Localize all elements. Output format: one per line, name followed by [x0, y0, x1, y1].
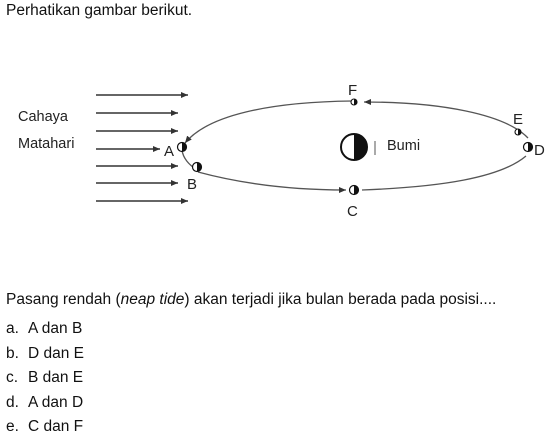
option-letter: c. — [6, 369, 19, 386]
earth-label: Bumi — [387, 138, 421, 154]
answer-option-d[interactable] — [6, 391, 84, 416]
option-text: A dan B — [28, 320, 83, 337]
option-text: A dan D — [28, 393, 84, 411]
moon-position-e-icon — [515, 129, 521, 135]
moon-label-a: A — [164, 143, 175, 160]
earth-icon — [341, 134, 367, 160]
moon-position-a-icon — [178, 143, 187, 152]
moon-position-c-icon — [350, 186, 359, 195]
moon-label-c: C — [347, 203, 358, 220]
answer-option-c[interactable] — [6, 366, 84, 391]
answer-options — [6, 317, 84, 440]
option-letter: b. — [6, 344, 19, 362]
moon-label-d: D — [534, 142, 545, 159]
sunlight-label: Cahaya — [18, 109, 68, 125]
option-letter: e. — [6, 418, 19, 435]
sunlight-arrows — [96, 95, 188, 201]
option-letter: a. — [6, 320, 19, 337]
moon-position-f-icon — [351, 99, 357, 105]
sunlight-label: Matahari — [18, 136, 75, 152]
option-letter: d. — [6, 393, 19, 411]
option-text: D dan E — [28, 344, 85, 362]
moon-label-e: E — [513, 111, 524, 128]
question-emphasis: neap tide — [120, 291, 185, 308]
moon-position-b-icon — [193, 163, 202, 172]
question-prefix: Pasang rendah ( — [6, 291, 121, 308]
moon-label-f: F — [348, 82, 358, 99]
question-suffix: ) akan terjadi jika bulan berada pada posisi.... — [184, 291, 497, 308]
moon-position-d-icon — [524, 143, 533, 152]
moon-label-b: B — [187, 176, 198, 193]
option-text: C dan F — [28, 418, 84, 435]
question-text — [6, 291, 496, 309]
answer-option-a[interactable] — [6, 317, 84, 342]
option-text: B dan E — [28, 369, 84, 386]
answer-option-b[interactable] — [6, 342, 84, 367]
answer-option-e[interactable] — [6, 415, 84, 440]
moon-orbit-diagram — [0, 70, 557, 230]
intro-text: Perhatikan gambar berikut. — [6, 2, 193, 19]
